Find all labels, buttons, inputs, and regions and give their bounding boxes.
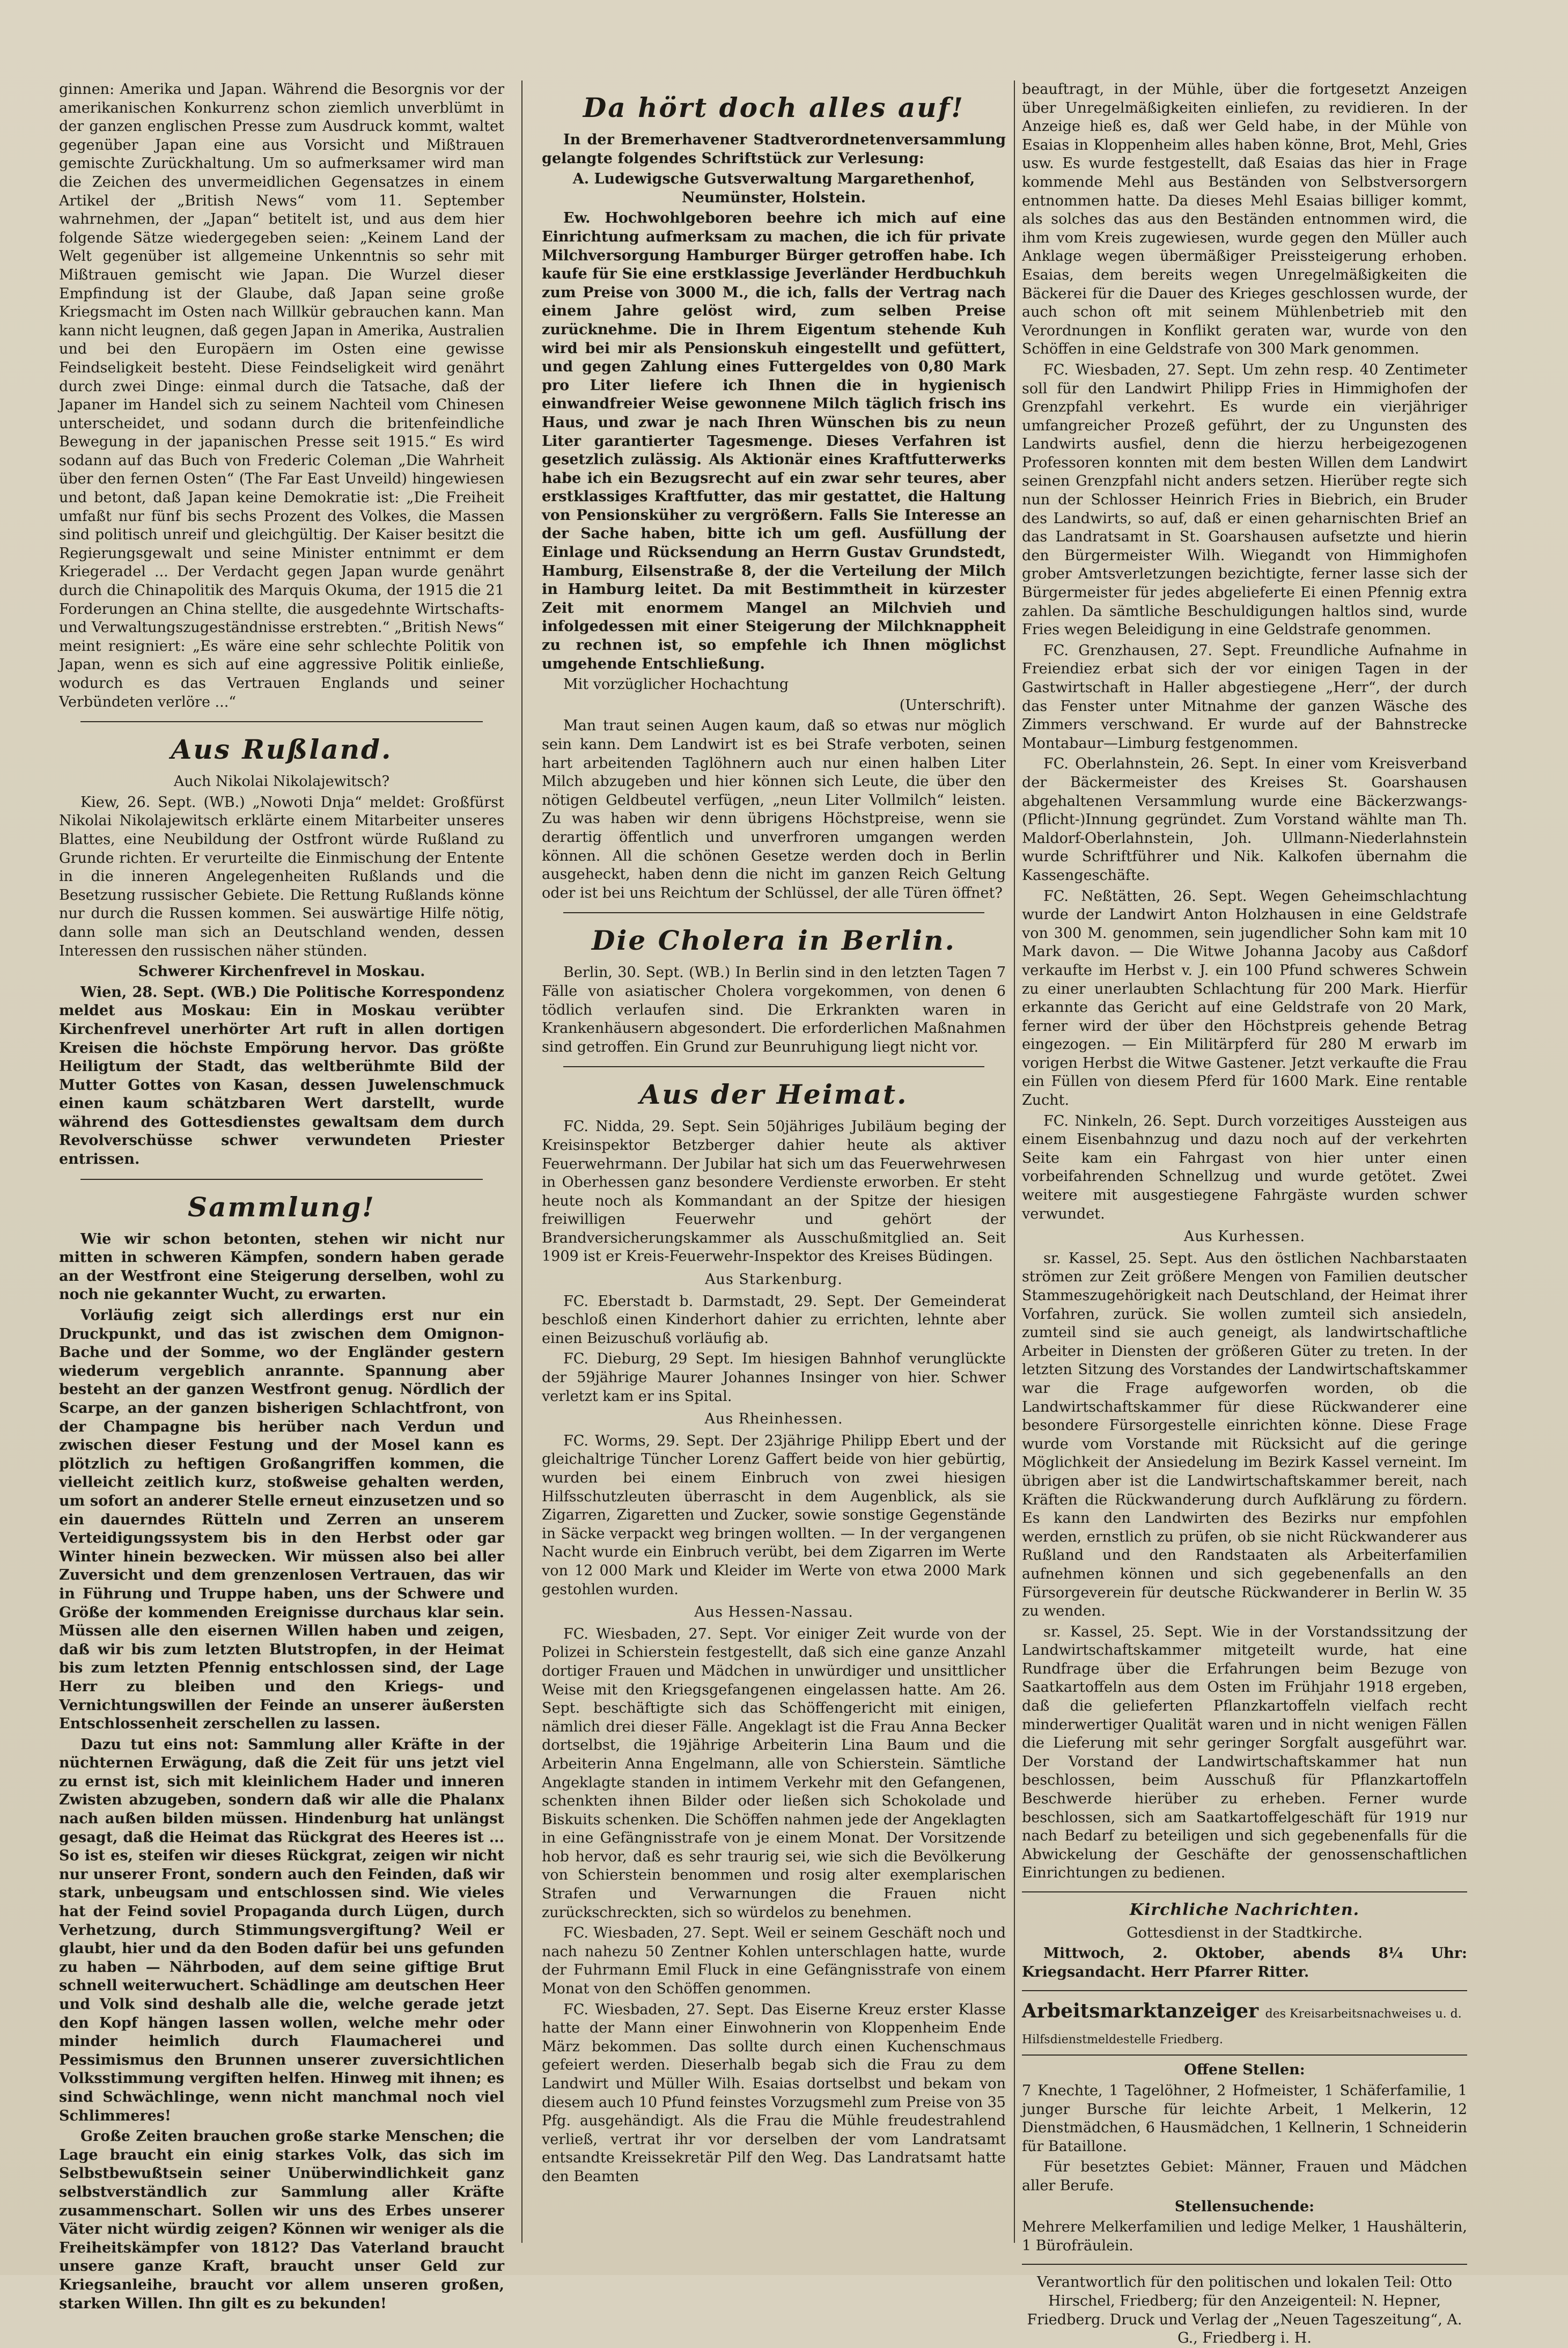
kirchlich-subheading: Gottesdienst in der Stadtkirche. xyxy=(1127,1924,1363,1941)
news-item: FC. Dieburg, 29 Sept. Im hiesigen Bahnhof verunglückte der 59jährige Maurer Johannes Insinger von hier. Schwer verletzt kam er ins Spital. xyxy=(542,1351,1006,1405)
news-item: FC. Neßtätten, 26. Sept. Wegen Geheimschlachtung wurde der Landwirt Anton Holzhausen in eine Geldstrafe von 300 M. genommen, sein jugendlicher Sohn kam mit 10 Mark davon. — Die Witwe Johanna Jacoby aus Caßdorf verkaufte im Herbst v. J. ein 100 Pfund schweres Schwein zu einer unerlaubten Schlachtung für 200 Mark. Hierfür erkannte das Gericht auf eine Geldstrafe von 20 Mark, ferner wird der über den Höchstpreis gehende Betrag eingezogen. — Ein Militärpferd für 280 M erwarb im vorigen Herbst die Witwe Gastener. Jetzt verkaufte die Frau ein Füllen von diesem Pferd für 1600 Mark. Eine rentable Zucht. xyxy=(1022,887,1467,1109)
news-item: sr. Kassel, 25. Sept. Aus den östlichen Nachbarstaaten strömen zur Zeit größere Mengen von Familien deutscher Stammeszugehörigkeit nach Deutschland, der Heimat ihrer Vorfahren, zurück. Sie wollen zumteil sich ansiedeln, zumteil sind sie auch geneigt, als landwirtschaftliche Arbeiter in Diensten der größeren Güter zu treten. In der letzten Sitzung des Vorstandes der Landwirtschaftskammer war die Frage aufgeworfen worden, ob die Landwirtschaftskammer für diese Rückwanderer eine besondere Fürsorgestelle einrichten könne. Diese Frage wurde vom Vorstande mit Rücksicht auf die geringe Möglichkeit der Ansiedelung im Bezirk Kassel verneint. Im übrigen aber ist die Landwirtschaftskammer bereit, nach Kräften die Rückwanderung durch Aufklärung zu fördern. Es kann den Landwirten des Bezirks nur empfohlen werden, ernstlich zu prüfen, ob sie nicht Rückwanderer aus Rußland und den Randstaaten als Arbeiterfamilien aufnehmen können und sich gegebenenfalls an den Fürsorgeverein für deutsche Rückwanderer in Berlin W. 35 zu wenden. xyxy=(1022,1250,1467,1620)
news-item: FC. Wiesbaden, 27. Sept. Vor einiger Zeit wurde von der Polizei in Schierstein festgestellt, daß sich eine ganze Anzahl dortiger Frauen und Mädchen in unwürdiger und unsittlicher Weise mit den Kriegsgefangenen eingelassen hatte. Am 26. Sept. beschäftigte sich das Schöffengericht mit einigen, nämlich drei dieser Fälle. Angeklagt ist die Frau Anna Becker dortselbst, die 19jährige Arbeiterin Lina Baum und die Arbeiterin Anna Engelmann, alle von Schierstein. Sämtliche Angeklagte standen in intimem Verkehr mit den Gefangenen, schenkten ihnen Bilder oder ließen sich Schokolade und Biskuits schenken. Die Schöffen nahmen jede der Angeklagten in eine Gefängnisstrafe von je einem Monat. Der Vorsitzende hob hervor, daß es sehr traurig sei, wie sich die Bevölkerung von Schierstein benommen und rosig alter exemplarischen Strafen und Verwarnungen die Frauen nicht zurückschreckten, sich so würdelos zu benehmen. xyxy=(542,1625,1006,1921)
divider xyxy=(563,1066,984,1067)
divider xyxy=(1022,1990,1467,1991)
russland-text: Kiew, 26. Sept. (WB.) „Nowoti Dnja“ meldet: Großfürst Nikolai Nikolajewitsch erklärte einem Mitarbeiter unseres Blattes, eine Neubildung der Ostfront würde Rußland zu Grunde richten. Er verurteilte die Einmischung der Entente in die inneren Angelegenheiten Rußlands und die Besetzung russischer Gebiete. Die Rettung Rußlands könne nur durch die Russen kommen. Sei auswärtige Hilfe nötig, dann solle man sich an Deutschland wenden, dessen Interessen den russischen näher stünden. xyxy=(59,794,504,959)
news-item: FC. Worms, 29. Sept. Der 23jährige Philipp Ebert und der gleichaltrige Tüncher Lorenz Gaffert beide von hier gebürtig, wurden bei einem Einbruch von zwei hiesigen Hilfsschutzleuten überrascht in dem Augenblick, als sie Zigarren, Zigaretten und Zucker, sowie sonstige Gegenstände in Säcke verpackt weg bringen wollten. — In der vergangenen Nacht wurde ein Einbruch verübt, bei dem Zigarren im Werte von 12 000 Mark und Kleider im Werte von etwa 2000 Mark gestohlen wurden. xyxy=(542,1432,1006,1598)
sammlung-paragraph: Dazu tut eins not: Sammlung aller Kräfte in der nüchternen Erwägung, daß die Zeit für uns jetzt viel zu ernst ist, sich mit kleinlichem Hader und inneren Zwisten abzugeben, sondern daß wir alle die Phalanx nach außen bilden müssen. Hindenburg hat unlängst gesagt, daß die Heimat das Rückgrat des Heeres ist ... So ist es, steifen wir dieses Rückgrat, zeigen wir nicht nur unserer Front, sondern auch den Feinden, daß wir stark, unbeugsam und entschlossen sind. Wie vieles hat der Feind soviel Propaganda durch Lügen, durch Verhetzung, durch Stimmungsvergiftung? Weil er glaubt, hier und da den Boden dafür bei uns gefunden zu haben — Nährboden, auf dem seine giftige Brut schnell weiterwuchert. Schädlinge am deutschen Heer und Volk sind deshalb alle die, welche gerade jetzt den Kopf hängen lassen wollen, welche mehr oder minder heimlich durch Flaumacherei und Pessimismus den Brunnen unserer zuversichtlichen Volksstimmung vergiften helfen. Hinweg mit ihnen; es sind Schwächlinge, wenn nicht manchmal noch viel Schlimmeres! xyxy=(59,1736,504,2124)
arbeitsmarkt-heading xyxy=(1022,2000,1467,2056)
japan-article-text: ginnen: Amerika und Japan. Während die Besorgnis vor der amerikanischen Konkurrenz schon ziemlich unverblümt in der ganzen englischen Presse zum Ausdruck kommt, waltet gegenüber Japan eine aus Vorsicht und Mißtrauen gemischte Zurückhaltung. Um so aufmerksamer wird man die Zeichen des unvermeidlichen Gegensatzes in einem Artikel der „British News“ vom 11. September wahrnehmen, der „Japan“ betitelt ist, und aus dem hier folgende Sätze wiedergegeben seien: „Keinem Land der Welt gegenüber ist allgemeine Unkenntnis so sehr mit Mißtrauen gemischt wie Japan. Die Wurzel dieser Empfindung ist der Glaube, daß Japan seine große Kriegsmacht im Osten nach Willkür gebrauchen kann. Man kann nicht leugnen, daß gegen Japan in Amerika, Australien und bei den Europäern im Osten eine gewisse Feindseligkeit besteht. Diese Feindseligkeit wird genährt durch zwei Dinge: einmal durch die Tatsache, daß der Japaner im Handel sich zu seinem Nachteil vom Chinesen unterscheidet, und sodann durch die britenfeindliche Bewegung in der japanischen Presse seit 1915.“ Es wird sodann auf das Buch von Frederic Coleman „Die Wahrheit über den fernen Osten“ (The Far East Unveild) hingewiesen und betont, daß Japan keine Demokratie ist: „Die Freiheit umfaßt nur fünf bis sechs Prozent des Volkes, die Massen sind politisch unreif und gleichgültig. Der Kaiser besitzt die Regierungsgewalt und seine Minister entnimmt er dem Kriegeradel ... Der Verdacht gegen Japan wurde genährt durch die Chinapolitik des Marquis Okuma, der 1915 die 21 Forderungen an China stellte, die ausgedehnte Wirtschafts- und Verwaltungszugeständnisse erstrebten.“ „British News“ meint resigniert: „Es wäre eine sehr schlechte Politik von Japan, wenn es sich auf eine aggressive Politik einließe, wodurch es das Vertrauen Englands und seiner Verbündeten verlöre ...“ xyxy=(59,81,504,710)
news-item: FC. Eberstadt b. Darmstadt, 29. Sept. Der Gemeinderat beschloß einen Kinderhort dahier zu errichten, lehnte aber einen Beizuschuß vorläufig ab. xyxy=(542,1293,1006,1347)
news-item-continued: beauftragt, in der Mühle, über die fortgesetzt Anzeigen über Unregelmäßigkeiten einliefen, zu revidieren. In der Anzeige hieß es, daß wer Geld habe, in der Mühle von Esaias in Kloppenheim alles haben könne, Brot, Mehl, Gries usw. Es wurde festgestellt, daß Esaias das hier in Frage kommende Mehl aus Beständen von Selbstversorgern entnommen hatte. Da dieses Mehl Esaias billiger kommt, als solches das aus den Beständen entnommen wird, die ihm vom Kreis zugewiesen, wurde gegen den Müller auch Anklage wegen übermäßiger Preissteigerung erhoben. Esaias, dem bereits wegen Unregelmäßigkeiten die Bäckerei für die Dauer des Krieges geschlossen wurde, der auch schon oft mit seinem Mühlenbetrieb mit den Verordnungen in Konflikt geraten war, wurde von den Schöffen in eine Geldstrafe von 300 Mark genommen. xyxy=(1022,81,1467,358)
divider xyxy=(1022,2264,1467,2265)
cholera-text: Berlin, 30. Sept. (WB.) In Berlin sind in den letzten Tagen 7 Fälle von asiatischer Cholera vorgekommen, von denen 6 tödlich verlaufen sind. Die Erkrankten waren in Krankenhäusern abgesondert. Die erforderlichen Maßnahmen sind getroffen. Ein Grund zur Beunruhigung liegt nicht vor. xyxy=(542,964,1006,1055)
russland-heading: Aus Rußland. xyxy=(171,733,393,766)
russland-subheading: Auch Nikolai Nikolajewitsch? xyxy=(173,773,390,790)
milk-article-heading: Da hört doch alles auf! xyxy=(583,92,965,123)
milk-letter: Ew. Hochwohlgeboren beehre ich mich auf eine Einrichtung aufmerksam zu machen, die ich für private Milchversorgung Hamburger Bürger getroffen habe. Ich kaufe für Sie eine erstklassige Jeverländer Herdbuchkuh zum Preise von 3000 M., die ich, falls der Vertrag nach einem Jahre gelöst wird, zum selben Preise zurücknehme. Die in Ihrem Eigentum stehende Kuh wird bei mir als Pensionskuh eingestellt und gefüttert, und gegen Zahlung eines Futtergeldes von 0,80 Mark pro Liter liefere ich Ihnen die in hygienisch einwandfreier Weise gewonnene Milch täglich frisch ins Haus, und zwar je nach Ihren Wünschen bis zu neun Liter garantierter Tagesmenge. Dieses Verfahren ist gesetzlich zulässig. Als Aktionär eines Kraftfutterwerks habe ich ein Bezugsrecht auf ein zwar sehr teures, aber erstklassiges Kraftfutter, das mir gestattet, die Haltung von Pensionsküher zu vergrößern. Falls Sie Interesse an der Sache haben, bitte ich um gefl. Ausfüllung der Einlage und Rücksendung an Herrn Gustav Grundstedt, Hamburg, Eilsenstraße 8, der die Verteilung der Milch in Hamburg leitet. Da mit Bestimmtheit in kürzester Zeit mit enormem Mangel an Milchvieh und infolgedessen mit einer Steigerung der Milchknappheit zu rechnen ist, so empfehle ich Ihnen möglichst umgehende Entschließung. xyxy=(542,210,1006,672)
milk-signature: (Unterschrift). xyxy=(899,696,1006,714)
arbeitsmarkt-title: Arbeitsmarktanzeiger xyxy=(1022,2000,1259,2023)
kirchlich-heading: Kirchliche Nachrichten. xyxy=(1129,1901,1360,1919)
sammlung-heading: Sammlung! xyxy=(188,1191,376,1223)
kirchlich-text: Mittwoch, 2. Oktober, abends 8¼ Uhr: Kriegsandacht. Herr Pfarrer Ritter. xyxy=(1022,1945,1467,1980)
news-item: FC. Nidda, 29. Sept. Sein 50jähriges Jubiläum beging der Kreisinspektor Betzberger dahier heute als aktiver Feuerwehrmann. Der Jubilar hat sich um das Feuerwehrwesen in Oberhessen ganz besondere Verdienste erworben. Er steht heute noch als Kommandant an der Spitze der hiesigen freiwilligen Feuerwehr und gehört der Brandversicherungskammer als Ausschußmitglied an. Seit 1909 ist er Kreis-Feuerwehr-Inspektor des Kreises Büdingen. xyxy=(542,1118,1006,1265)
offene-stellen-heading: Offene Stellen: xyxy=(1184,2061,1305,2079)
news-item: FC. Grenzhausen, 27. Sept. Freundliche Aufnahme in Freiendiez erbat sich der vor einigen Tagen in der Gastwirtschaft in Haller abgestiegene „Herr“, der durch das Fenster unter Mitnahme der ganzen Wäsche des Zimmers verschwand. Er wurde auf der Bahnstrecke Montabaur—Limburg festgenommen. xyxy=(1022,642,1467,752)
sammlung-paragraph: Große Zeiten brauchen große starke Menschen; die Lage braucht ein einig starkes Volk, das sich im Selbstbewußtsein seiner Unüberwindlichkeit ganz selbstverständlich zur Sammlung aller Kräfte zusammenschart. Sollen wir uns des Erbes unserer Väter nicht würdig zeigen? Können wir weniger als die Freiheitskämpfer von 1812? Das Vaterland braucht unsere ganze Kraft, braucht unser Geld zur Kriegsanleihe, braucht vor allem unseren großen, starken Willen. Ihn gilt es zu bekunden! xyxy=(59,2128,504,2312)
besetztes-gebiet-text: Für besetztes Gebiet: Männer, Frauen und Mädchen aller Berufe. xyxy=(1022,2159,1467,2194)
news-item: FC. Wiesbaden, 27. Sept. Das Eiserne Kreuz erster Klasse hatte der Mann einer Einwohnerin von Kloppenheim Ende März bekommen. Das sollte durch einen Kuchenschmaus gefeiert werden. Dieserhalb begab sich die Frau zu dem Landwirt und Müller Wilh. Esaias dortselbst und bekam von diesem auch 10 Pfund feinstes Vorzugsmehl zum Preise von 35 Pfg. ausgehändigt. Als die Frau die Mühle freudestrahlend verließ, vertrat ihr vor derselben der vom Landratsamt entsandte Kreissekretär Pilf den Weg. Das Landratsamt hatte den Beamten xyxy=(542,2001,1006,2185)
milk-firm: A. Ludewigsche Gutsverwaltung Margarethenhof, Neumünster, Holstein. xyxy=(572,171,975,206)
divider xyxy=(80,1179,483,1180)
news-item: FC. Oberlahnstein, 26. Sept. In einer vom Kreisverband der Bäckermeister des Kreises St. Goarshausen abgehaltenen Versammlung wurde eine Bäckerzwangs-(Pflicht-)Innung gegründet. Zum Vorstand wählte man Th. Maldorf-Oberlahnstein, Joh. Ullmann-Niederlahnstein wurde Schriftführer und Nik. Kalkofen übernahm die Kassengeschäfte. xyxy=(1022,755,1467,884)
news-item: FC. Ninkeln, 26. Sept. Durch vorzeitiges Aussteigen aus einem Eisenbahnzug und dazu noch auf der verkehrten Seite kam ein Fahrgast von hier unter einen vorbeifahrenden Schnellzug und wurde getötet. Zwei weitere mit ausgestiegene Fahrgäste wurden schwer verwundet. xyxy=(1022,1112,1467,1222)
stellensuchende-text: Mehrere Melkerfamilien und ledige Melker, 1 Haushälterin, 1 Bürofräulein. xyxy=(1022,2219,1467,2254)
column-rule-1 xyxy=(521,80,522,2243)
milk-comment: Man traut seinen Augen kaum, daß so etwas nur möglich sein kann. Dem Landwirt ist es bei Strafe verboten, seinen hart arbeitenden Taglöhnern auch nur einen halben Liter Milch abzugeben und hier können sich Leute, die über den nötigen Geldbeutel verfügen, „neun Liter Vollmilch“ leisten. Zu was haben wir denn übrigens Höchstpreise, wenn sie derartig öffentlich und unverfroren umgangen werden können. All die schönen Gesetze werden doch in Berlin ausgeheckt, haben denn die nicht im ganzen Reich Geltung oder ist bei uns Reichtum der Schlüssel, der alle Türen öffnet? xyxy=(542,717,1006,901)
stellensuchende-heading: Stellensuchende: xyxy=(1174,2198,1315,2215)
column-rule-2 xyxy=(1014,80,1015,2243)
divider xyxy=(80,721,483,722)
news-item: FC. Wiesbaden, 27. Sept. Um zehn resp. 40 Zentimeter soll für den Landwirt Philipp Fries in Himmighofen der Grenzpfahl verkehrt. Es wurde ein vierjähriger umfangreicher Prozeß geführt, der zu Ungunsten des Landwirts ausfiel, denn die hierzu herbeigezogenen Professoren konnten mit dem besten Willen dem Landwirt seinen Grenzpfahl nicht anders setzen. Hierüber regte sich nun der Schlosser Heinrich Fries in Biebrich, ein Bruder des Landwirts, so auf, daß er einen geharnischten Brief an das Landratsamt in St. Goarshausen aufsetzte und hierin den Bürgermeister Wilh. Wiegandt von Himmighofen grober Amtsverletzungen bezichtigte, ferner lasse sich der Bürgermeister für jedes abgelieferte Ei einen Pfennig extra zahlen. Da sämtliche Beschuldigungen haltlos sind, wurde Fries wegen Beleidigung in eine Geldstrafe genommen. xyxy=(1022,361,1467,639)
region-heading: Aus Rheinhessen. xyxy=(704,1411,843,1428)
region-heading: Aus Starkenburg. xyxy=(705,1271,843,1288)
sammlung-paragraph: Vorläufig zeigt sich allerdings erst nur ein Druckpunkt, und das ist zwischen dem Omignon-Bache und der Somme, wo der Engländer gestern wiederum vergeblich anrannte. Spannung aber besteht an der ganzen Westfront genug. Nördlich der Scarpe, an der ganzen bisherigen Schlachtfront, von der Champagne bis herüber nach Verdun und zwischen dieser Festung und der Mosel kann es plötzlich zu heftigen Großangriffen kommen, die vielleicht zeitlich kurz, stoßweise gehalten werden, um sofort an anderer Stelle erneut einzusetzen und so ein dauerndes Rütteln und Zerren an unserem Verteidigungssystem bis in den Herbst oder gar Winter hinein bezwecken. Wir müssen also bei aller Zuversicht und dem grenzenlosen Vertrauen, das wir in Führung und Truppe haben, uns der Schwere und Größe der kommenden Ereignisse durchaus klar sein. Müssen alle den eisernen Willen haben und zeigen, daß wir bis zum letzten Blutstropfen, in der Heimat bis zum letzten Pfennig entschlossen sind, der Lage Herr zu bleiben und den Kriegs- und Vernichtungswillen der Feinde an unserer äußersten Entschlossenheit zerschellen zu lassen. xyxy=(59,1307,504,1733)
column-3 xyxy=(1022,80,1467,2347)
divider xyxy=(1022,1891,1467,1892)
divider xyxy=(563,912,984,913)
kirchenfrevel-heading: Schwerer Kirchenfrevel in Moskau. xyxy=(138,963,425,980)
arbeitsmarkt-subtitle: des Kreisarbeitsnachweises u. d. Hilfsdienstmeldestelle Friedberg. xyxy=(1022,2007,1462,2047)
region-heading: Aus Hessen-Nassau. xyxy=(694,1604,853,1621)
kirchenfrevel-text: Wien, 28. Sept. (WB.) Die Politische Korrespondenz meldet aus Moskau: Ein in Moskau verübter Kirchenfrevel unerhörter Art ruft in allen dortigen Kreisen die höchste Empörung hervor. Das größte Heiligtum der Stadt, das weltberühmte Bild der Mutter Gottes von Kasan, dessen Juwelenschmuck einen kaum schätzbaren Wert darstellt, wurde während des Gottesdienstes gewaltsam dem durch Revolverschüsse schwer verwundeten Priester entrissen. xyxy=(59,984,504,1168)
sammlung-paragraph: Wie wir schon betonten, stehen wir nicht nur mitten in schweren Kämpfen, sondern haben gerade an der Westfront eine Steigerung derselben, wohl zu noch nie gekannter Wucht, zu erwarten. xyxy=(59,1230,504,1303)
region-heading: Aus Kurhessen. xyxy=(1183,1228,1306,1245)
milk-intro: In der Bremerhavener Stadtverordnetenversammlung gelangte folgendes Schriftstück zur Verlesung: xyxy=(542,131,1006,167)
news-item: FC. Wiesbaden, 27. Sept. Weil er seinem Geschäft noch und nach nahezu 50 Zentner Kohlen unterschlagen hatte, wurde der Fuhrmann Emil Fluck in eine Gefängnisstrafe von einem Monat von den Schöffen genommen. xyxy=(542,1925,1006,1998)
cholera-heading: Die Cholera in Berlin. xyxy=(592,924,956,957)
column-2 xyxy=(542,80,1006,2243)
offene-stellen-text: 7 Knechte, 1 Tagelöhner, 2 Hofmeister, 1 Schäferfamilie, 1 junger Bursche für leichte Arbeit, 1 Melkerin, 12 Dienstmädchen, 6 Hausmädchen, 1 Kellnerin, 1 Schneiderin für Bataillone. xyxy=(1022,2082,1467,2155)
column-1 xyxy=(59,80,504,2312)
milk-closing: Mit vorzüglicher Hochachtung xyxy=(563,676,789,693)
news-item: sr. Kassel, 25. Sept. Wie in der Vorstandssitzung der Landwirtschaftskammer mitgeteilt wurde, hat eine Rundfrage über die Erfahrungen beim Bezuge von Saatkartoffeln aus dem Osten im Frühjahr 1918 ergeben, daß die gelieferten Pflanzkartoffeln vielfach recht minderwertiger Qualität waren und in nicht wenigen Fällen die Lieferung mit sehr geringer Sorgfalt ausgeführt war. Der Vorstand der Landwirtschaftskammer hat nun beschlossen, beim Ausschuß für Pflanzkartoffeln Beschwerde hierüber zu erheben. Ferner wurde beschlossen, sich am Saatkartoffelgeschäft für 1919 nur nach Bedarf zu beteiligen und sich gegebenenfalls für die Abwickelung der Geschäfte der genossenschaftlichen Einrichtungen zu bedienen. xyxy=(1022,1623,1467,1882)
impressum: Verantwortlich für den politischen und lokalen Teil: Otto Hirschel, Friedberg; für den Anzeigenteil: N. Hepner, Friedberg. Druck und Verlag der „Neuen Tageszeitung“, A. G., Friedberg i. H. xyxy=(1027,2274,1462,2347)
heimat-heading: Aus der Heimat. xyxy=(639,1078,908,1111)
